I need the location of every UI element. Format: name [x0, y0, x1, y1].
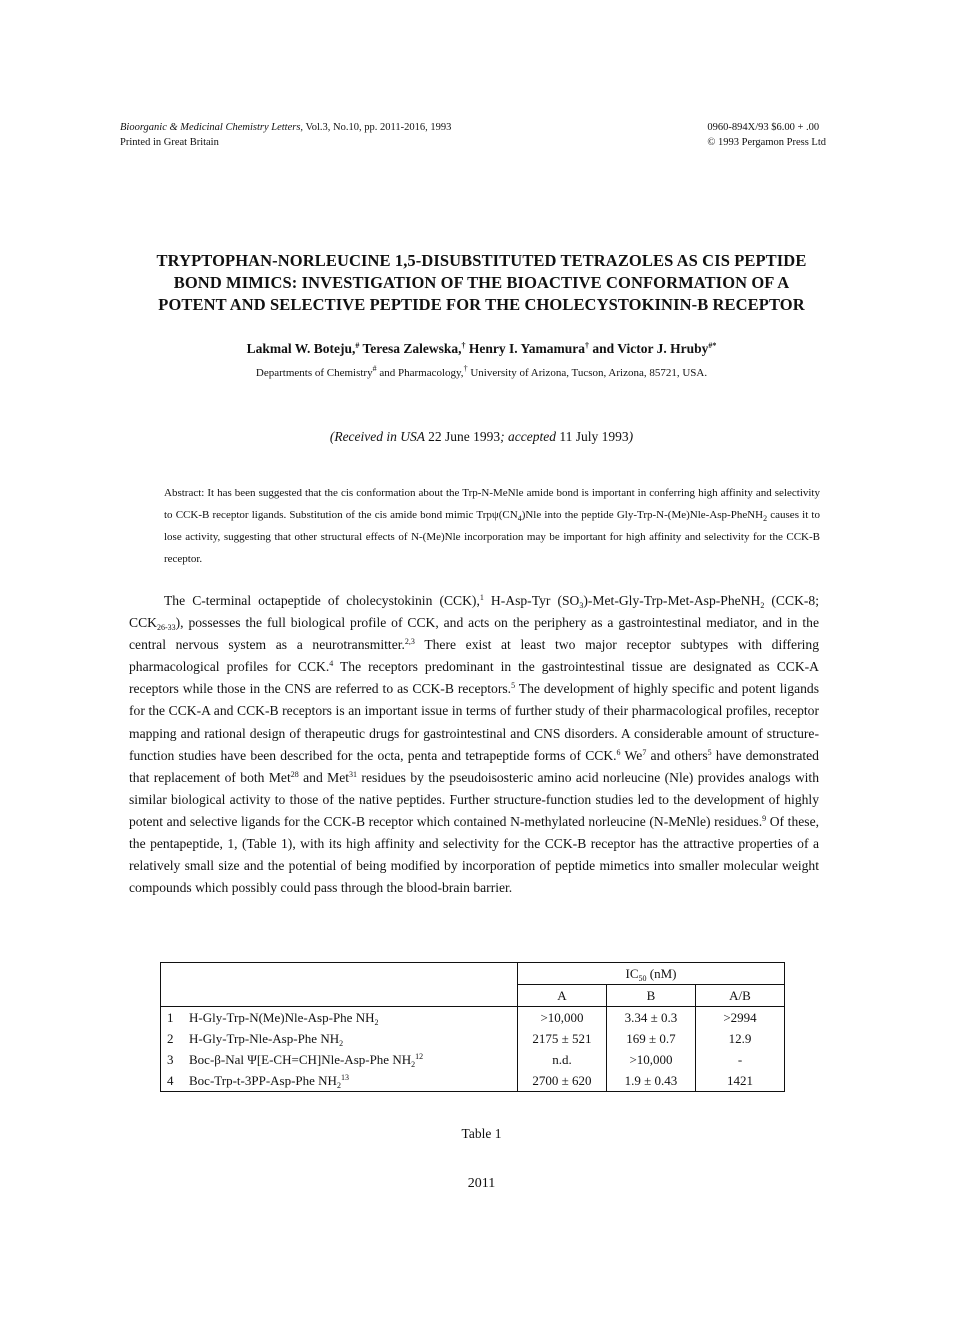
value-b: 1.9 ± 0.43 [607, 1070, 696, 1092]
compound-text: H-Gly-Trp-N(Me)Nle-Asp-Phe NH [189, 1010, 375, 1025]
col-ab-header: A/B [696, 985, 785, 1007]
body-span: and Met [298, 769, 350, 785]
row-number: 4 [161, 1070, 186, 1092]
accepted-date: 11 July 1993 [559, 429, 629, 444]
journal-name: Bioorganic & Medicinal Chemistry Letters, [120, 122, 304, 133]
received-mid: ; accepted [500, 429, 560, 444]
subscript: 2 [760, 601, 765, 610]
received-open: (Received in USA [329, 429, 429, 444]
compound-name [185, 1028, 518, 1049]
affiliation-mark-1: # [372, 364, 377, 373]
value-ab: >2994 [696, 1007, 785, 1029]
value-a: 2175 ± 521 [518, 1028, 607, 1049]
reference-mark: 5 [707, 747, 712, 757]
table-header-row-2 [161, 985, 785, 1007]
value-a: >10,000 [518, 1007, 607, 1029]
reference-mark: 28 [290, 769, 299, 779]
compound-sub: 2 [374, 1018, 379, 1027]
compound-name [185, 1007, 518, 1029]
affiliation-mark-2: † [463, 364, 468, 373]
compound-text: Boc-β-Nal Ψ[E-CH=CH]Nle-Asp-Phe NH [189, 1052, 412, 1067]
table-header-row-1 [161, 963, 785, 985]
body-span: residues by the pseudoisosteric amino acid norleucine (Nle) provides analogs with similar biological activity to those of the native peptides. Further structure-function studies led to the development of highly potent and selective ligands for the CCK-B receptor which contained N-methylated norleucine (N-MeNle) residues. [129, 769, 819, 829]
author-3: Henry I. Yamamura [465, 341, 586, 356]
body-span: There exist at least two major receptor subtypes with differing pharmacological profiles for CCK. [129, 637, 819, 675]
reference-mark: 9 [762, 813, 767, 823]
abstract [164, 482, 820, 570]
body-span: The C-terminal octapeptide of cholecystokinin (CCK), [164, 593, 480, 608]
row-number: 2 [161, 1028, 186, 1049]
author-3-mark: † [585, 341, 590, 350]
paper-title [110, 250, 853, 316]
affiliation-part-3: University of Arizona, Tucson, Arizona, 85721, USA. [467, 367, 708, 379]
row-number: 3 [161, 1049, 186, 1070]
journal-header [120, 120, 451, 150]
printed-in: Printed in Great Britain [120, 137, 219, 148]
reference-mark: 2,3 [404, 637, 415, 647]
body-span: )-Met-Gly-Trp-Met-Asp-PheNH [583, 593, 761, 608]
ic50-sub: 50 [638, 974, 647, 983]
table-row [161, 1049, 785, 1070]
received-dates [110, 428, 853, 446]
ic50-table [160, 962, 785, 1092]
table-row [161, 1028, 785, 1049]
author-1-mark: # [355, 341, 360, 350]
affiliation-part-2: and Pharmacology, [376, 367, 464, 379]
value-ab: 1421 [696, 1070, 785, 1092]
body-span: H-Asp-Tyr (SO [483, 593, 580, 608]
compound-name [185, 1049, 518, 1070]
compound-ref: 13 [340, 1073, 349, 1082]
title-line-1: TRYPTOPHAN-NORLEUCINE 1,5-DISUBSTITUTED TETRAZOLES AS CIS PEPTIDE [156, 251, 807, 270]
received-date: 22 June 1993 [428, 429, 501, 444]
abstract-text-1: Abstract: It has been suggested that the cis conformation about the Trp-N-MeNle amide bond is important in conferring high affinity and selectivity to CCK-B receptor ligands. Substitution of the cis amide bond mimic Trpψ(CN [164, 487, 820, 521]
reference-mark: 1 [479, 593, 484, 602]
table-row [161, 1007, 785, 1029]
abstract-sub-1: 4 [517, 514, 522, 523]
ic50-label: IC [625, 966, 639, 981]
compound-sub: 2 [336, 1081, 341, 1090]
issn-header [707, 120, 826, 150]
author-4: and Victor J. Hruby [589, 341, 709, 356]
value-b: 169 ± 0.7 [607, 1028, 696, 1049]
value-a: n.d. [518, 1049, 607, 1070]
body-span: ), possesses the full biological profile of CCK, and acts on the periphery as a gastrointestinal mediator, and in the central nervous system as a neurotransmitter. [129, 615, 819, 653]
title-line-2: BOND MIMICS: INVESTIGATION OF THE BIOACTIVE CONFORMATION OF A [173, 273, 790, 292]
affiliation [110, 366, 853, 381]
author-2: Teresa Zalewska, [359, 341, 462, 356]
author-1: Lakmal W. Boteju, [246, 341, 356, 356]
body-span: and others [646, 747, 708, 763]
value-ab: 12.9 [696, 1028, 785, 1049]
compound-name [185, 1070, 518, 1092]
compound-sub: 2 [411, 1060, 416, 1069]
compound-ref: 12 [415, 1052, 424, 1061]
body-span: Of these, the pentapeptide, 1, (Table 1), with its high affinity and selectivity for the CCK-B receptor has the attractive properties of a relatively small size and the potential of being modified by incorporation of peptide mimetics into smaller molecular weight compounds which possibly could pass through the blood-brain barrier. [129, 813, 819, 896]
abstract-sub-2: 2 [763, 514, 768, 523]
body-span: (CCK-8; CCK [129, 593, 819, 631]
reference-mark: 31 [349, 769, 358, 779]
reference-mark: 5 [511, 681, 516, 691]
body-span: We [620, 747, 643, 763]
body-span: The development of highly specific and potent ligands for the CCK-A and CCK-B receptors is an important issue in terms of further study of their pharmacological profiles, receptor mapping and rational design of therapeutic drugs for gastrointestinal and CNS disorders. A considerable amount of structure-function studies have been described for the octa, penta and tetrapeptide forms of CCK. [129, 681, 819, 763]
value-b: 3.34 ± 0.3 [607, 1007, 696, 1029]
body-paragraph [129, 590, 819, 899]
compound-text: H-Gly-Trp-Nle-Asp-Phe NH [189, 1031, 340, 1046]
ic50-group-header [518, 963, 785, 985]
received-close: ) [628, 429, 634, 444]
ic50-unit: (nM) [646, 966, 677, 981]
page-number: 2011 [467, 1176, 496, 1191]
body-span: The receptors predominant in the gastrointestinal tissue are designated as CCK-A receptors while those in the CNS are referred to as CCK-B receptors. [129, 659, 819, 697]
compound-text: Boc-Trp-t-3PP-Asp-Phe NH [189, 1073, 337, 1088]
affiliation-part-1: Departments of Chemistry [255, 367, 373, 379]
value-b: >10,000 [607, 1049, 696, 1070]
col-b-header: B [607, 985, 696, 1007]
reference-mark: 4 [329, 659, 334, 669]
author-list [110, 340, 853, 358]
value-ab: - [696, 1049, 785, 1070]
reference-mark: 6 [616, 747, 621, 757]
col-a-header: A [518, 985, 607, 1007]
subscript: 3 [579, 601, 584, 610]
title-line-3: POTENT AND SELECTIVE PEPTIDE FOR THE CHOLECYSTOKININ-B RECEPTOR [158, 295, 805, 314]
compound-sub: 2 [339, 1039, 344, 1048]
issn-price: 0960-894X/93 $6.00 + .00 [707, 122, 820, 133]
subscript: 26-33 [156, 623, 176, 633]
body-text [129, 590, 819, 899]
body-span: have demonstrated that replacement of both Met [129, 747, 819, 785]
copyright: © 1993 Pergamon Press Ltd [707, 137, 826, 148]
abstract-text-2: )Nle into the peptide Gly-Trp-N-(Me)Nle-Asp-PheNH [521, 509, 764, 521]
author-2-mark: † [461, 341, 466, 350]
value-a: 2700 ± 620 [518, 1070, 607, 1092]
table-row [161, 1070, 785, 1092]
row-number: 1 [161, 1007, 186, 1029]
table-caption: Table 1 [461, 1126, 502, 1141]
journal-citation: Vol.3, No.10, pp. 2011-2016, 1993 [305, 122, 452, 133]
reference-mark: 7 [642, 747, 647, 757]
author-4-mark: #* [708, 341, 717, 350]
abstract-text-3: causes it to lose activity, suggesting that other structural effects of N-(Me)Nle incorporation may be important for high affinity and selectivity for the CCK-B receptor. [164, 509, 820, 565]
